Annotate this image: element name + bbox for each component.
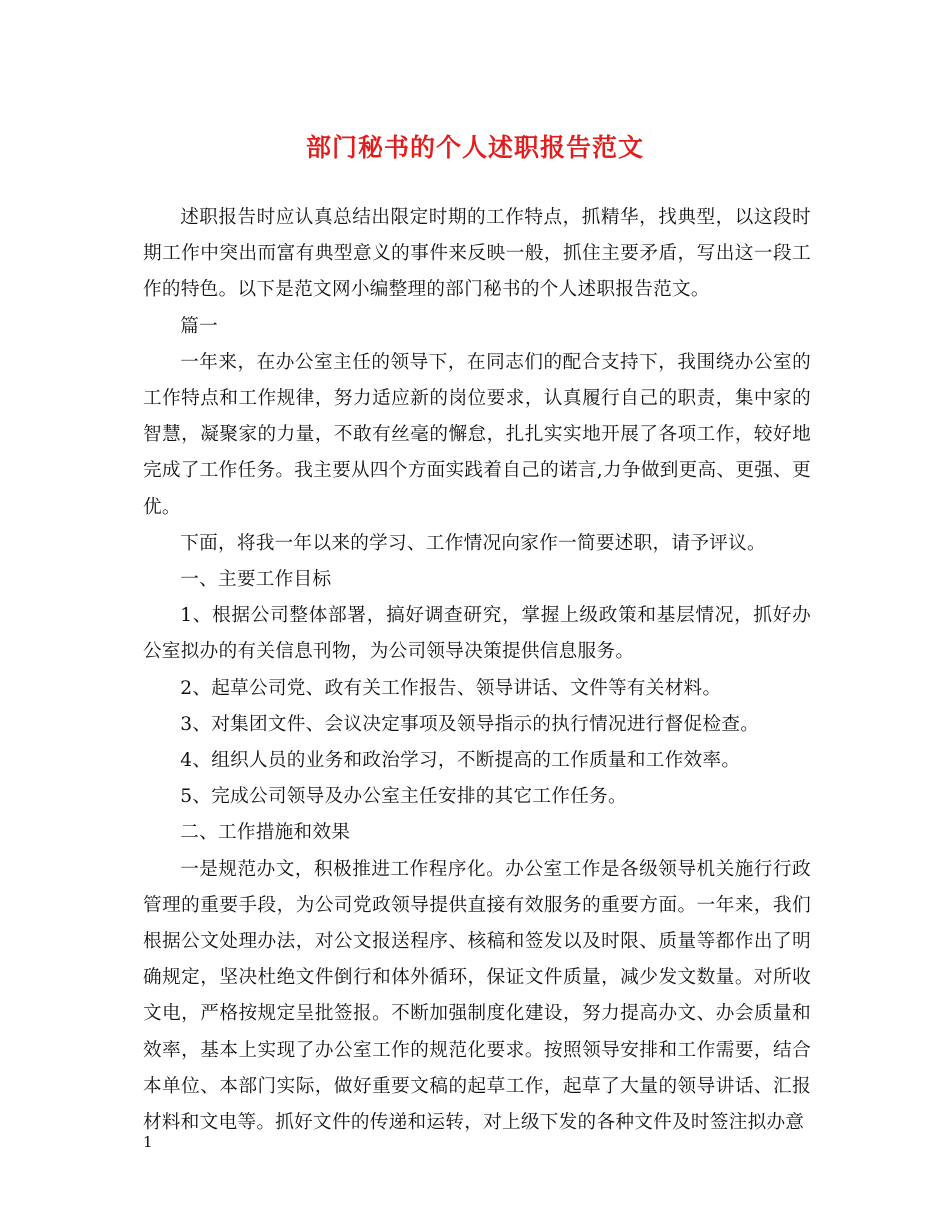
section-heading-work-measures: 二、工作措施和效果 (180, 822, 351, 844)
list-item: 1、根据公司整体部署，搞好调查研究，掌握上级政策和基层情况，抓好办公室拟办的有关信息刊物，为公司领导决策提供信息服务。 (143, 605, 811, 663)
document-body (143, 200, 811, 1141)
list-item: 2、起草公司党、政有关工作报告、领导讲话、文件等有关材料。 (180, 677, 722, 699)
body-paragraph: 一年来，在办公室主任的领导下，在同志们的配合支持下，我围绕办公室的工作特点和工作规律，努力适应新的岗位要求，认真履行自己的职责，集中家的智慧，凝聚家的力量，不敢有丝毫的懈怠，扎扎实实地开展了各项工作，较好地完成了工作任务。我主要从四个方面实践着自己的诺言,力争做到更高、更强、更优。 (143, 351, 811, 518)
section-heading-part-one: 篇一 (180, 315, 218, 337)
intro-paragraph: 述职报告时应认真总结出限定时期的工作特点，抓精华，找典型，以这段时期工作中突出而富有典型意义的事件来反映一般，抓住主要矛盾，写出这一段工作的特色。以下是范文网小编整理的部门秘书的个人述职报告范文。 (143, 207, 811, 301)
page-number: 1 (143, 1133, 153, 1151)
document-title: 部门秘书的个人述职报告范文 (305, 133, 644, 162)
body-paragraph: 一是规范办文，积极推进工作程序化。办公室工作是各级领导机关施行行政管理的重要手段，为公司党政领导提供直接有效服务的重要方面。一年来，我们根据公文处理办法，对公文报送程序、核稿和签发以及时限、质量等都作出了明确规定，坚决杜绝文件倒行和体外循环，保证文件质量，减少发文数量。对所收文电，严格按规定呈批签报。不断加强制度化建设，努力提高办文、办会质量和效率，基本上实现了办公室工作的规范化要求。按照领导安排和工作需要，结合本单位、本部门实际，做好重要文稿的起草工作，起草了大量的领导讲话、汇报材料和文电等。抓好文件的传递和运转，对上级下发的各种文件及时签注拟办意 (143, 858, 811, 1134)
list-item: 3、对集团文件、会议决定事项及领导指示的执行情况进行督促检查。 (180, 713, 760, 735)
body-paragraph: 下面，将我一年以来的学习、工作情况向家作一简要述职，请予评议。 (180, 532, 766, 554)
section-heading-work-goals: 一、主要工作目标 (180, 569, 332, 591)
list-item: 4、组织人员的业务和政治学习，不断提高的工作质量和工作效率。 (180, 750, 741, 772)
list-item: 5、完成公司领导及办公室主任安排的其它工作任务。 (180, 786, 627, 808)
